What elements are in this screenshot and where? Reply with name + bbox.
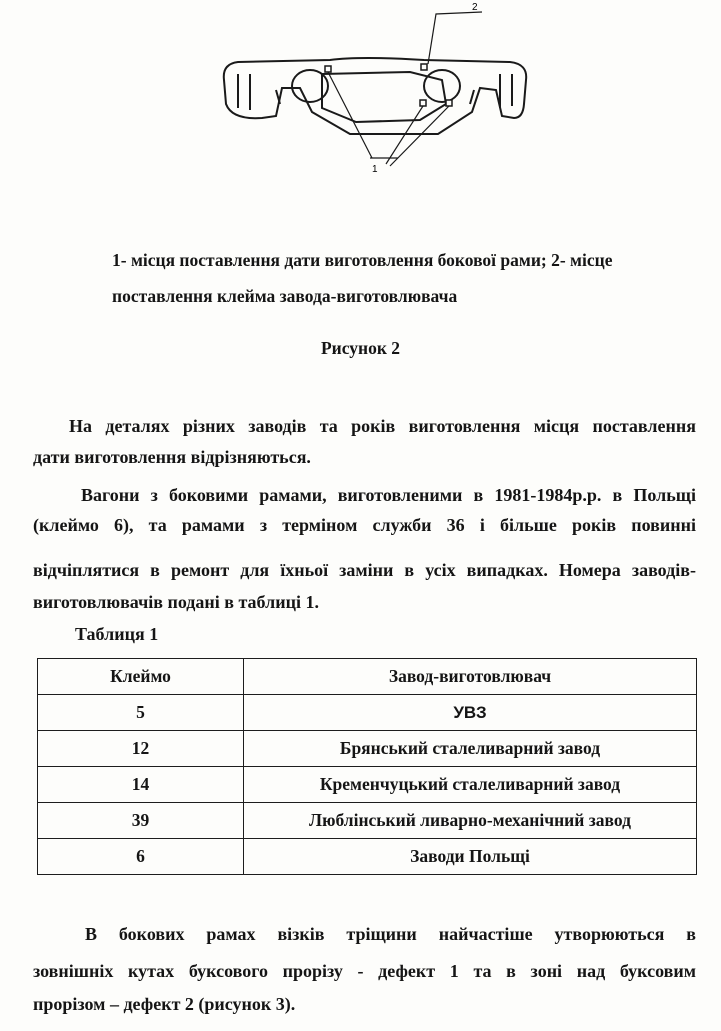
cell-stamp: 5	[38, 695, 244, 731]
header-manufacturer: Завод-виготовлювач	[244, 659, 697, 695]
table-row	[38, 767, 697, 803]
table-header-row	[38, 659, 697, 695]
cell-stamp: 14	[38, 767, 244, 803]
table-row	[38, 803, 697, 839]
side-frame-figure	[210, 0, 530, 185]
frame-outline	[224, 58, 526, 134]
paragraph-2-line-2: (клеймо 6), та рамами з терміном служби 36 і більше років повинні	[33, 515, 696, 535]
callout-1-leader-a	[328, 72, 372, 158]
cell-manufacturer: Люблінський ливарно-механічний завод	[244, 803, 697, 839]
cell-manufacturer: Заводи Польщі	[244, 839, 697, 875]
callout-1-label: 1	[372, 164, 378, 175]
paragraph-1-line-1: На деталях різних заводів та років виготовлення місця поставлення	[69, 416, 696, 436]
figure-title: Рисунок 2	[320, 338, 401, 358]
paragraph-2-line-1: Вагони з боковими рамами, виготовленими в 1981-1984р.р. в Польщі	[81, 485, 696, 505]
figure-caption-line-2: поставлення клейма завода-виготовлювача	[112, 286, 458, 306]
cell-stamp: 39	[38, 803, 244, 839]
table-row	[38, 695, 697, 731]
paragraph-3-line-2: зовнішніх кутах буксового прорізу - дефект 1 та в зоні над буксовим	[33, 961, 696, 981]
callout-1-leader-c	[390, 106, 449, 166]
cell-stamp: 12	[38, 731, 244, 767]
paragraph-2-line-4: виготовлювачів подані в таблиці 1.	[33, 592, 319, 612]
cell-manufacturer: Брянський сталеливарний завод	[244, 731, 697, 767]
callout-2-leader	[428, 12, 482, 64]
figure-caption-line-1: 1- місця поставлення дати виготовлення бокової рами; 2- місце	[112, 250, 613, 270]
paragraph-1-line-2: дати виготовлення відрізняються.	[33, 447, 311, 467]
table-row	[38, 731, 697, 767]
header-stamp: Клеймо	[38, 659, 244, 695]
marker-lower-left	[420, 100, 426, 106]
marker-left	[325, 66, 331, 72]
paragraph-3-line-3: прорізом – дефект 2 (рисунок 3).	[33, 994, 296, 1014]
table-label: Таблиця 1	[75, 624, 159, 644]
side-frame-drawing	[210, 0, 530, 185]
cell-stamp: 6	[38, 839, 244, 875]
manufacturer-table	[37, 658, 697, 875]
marker-lower-right	[446, 100, 452, 106]
table-row	[38, 839, 697, 875]
marker-right	[421, 64, 427, 70]
callout-2-label: 2	[472, 2, 478, 13]
paragraph-2-line-3: відчіплятися в ремонт для їхньої заміни в усіх випадках. Номера заводів-	[33, 560, 696, 580]
cell-manufacturer: Кременчуцький сталеливарний завод	[244, 767, 697, 803]
paragraph-3-line-1: В бокових рамах візків тріщини найчастіше утворюються в	[85, 924, 696, 944]
cell-manufacturer: УВЗ	[244, 695, 697, 731]
